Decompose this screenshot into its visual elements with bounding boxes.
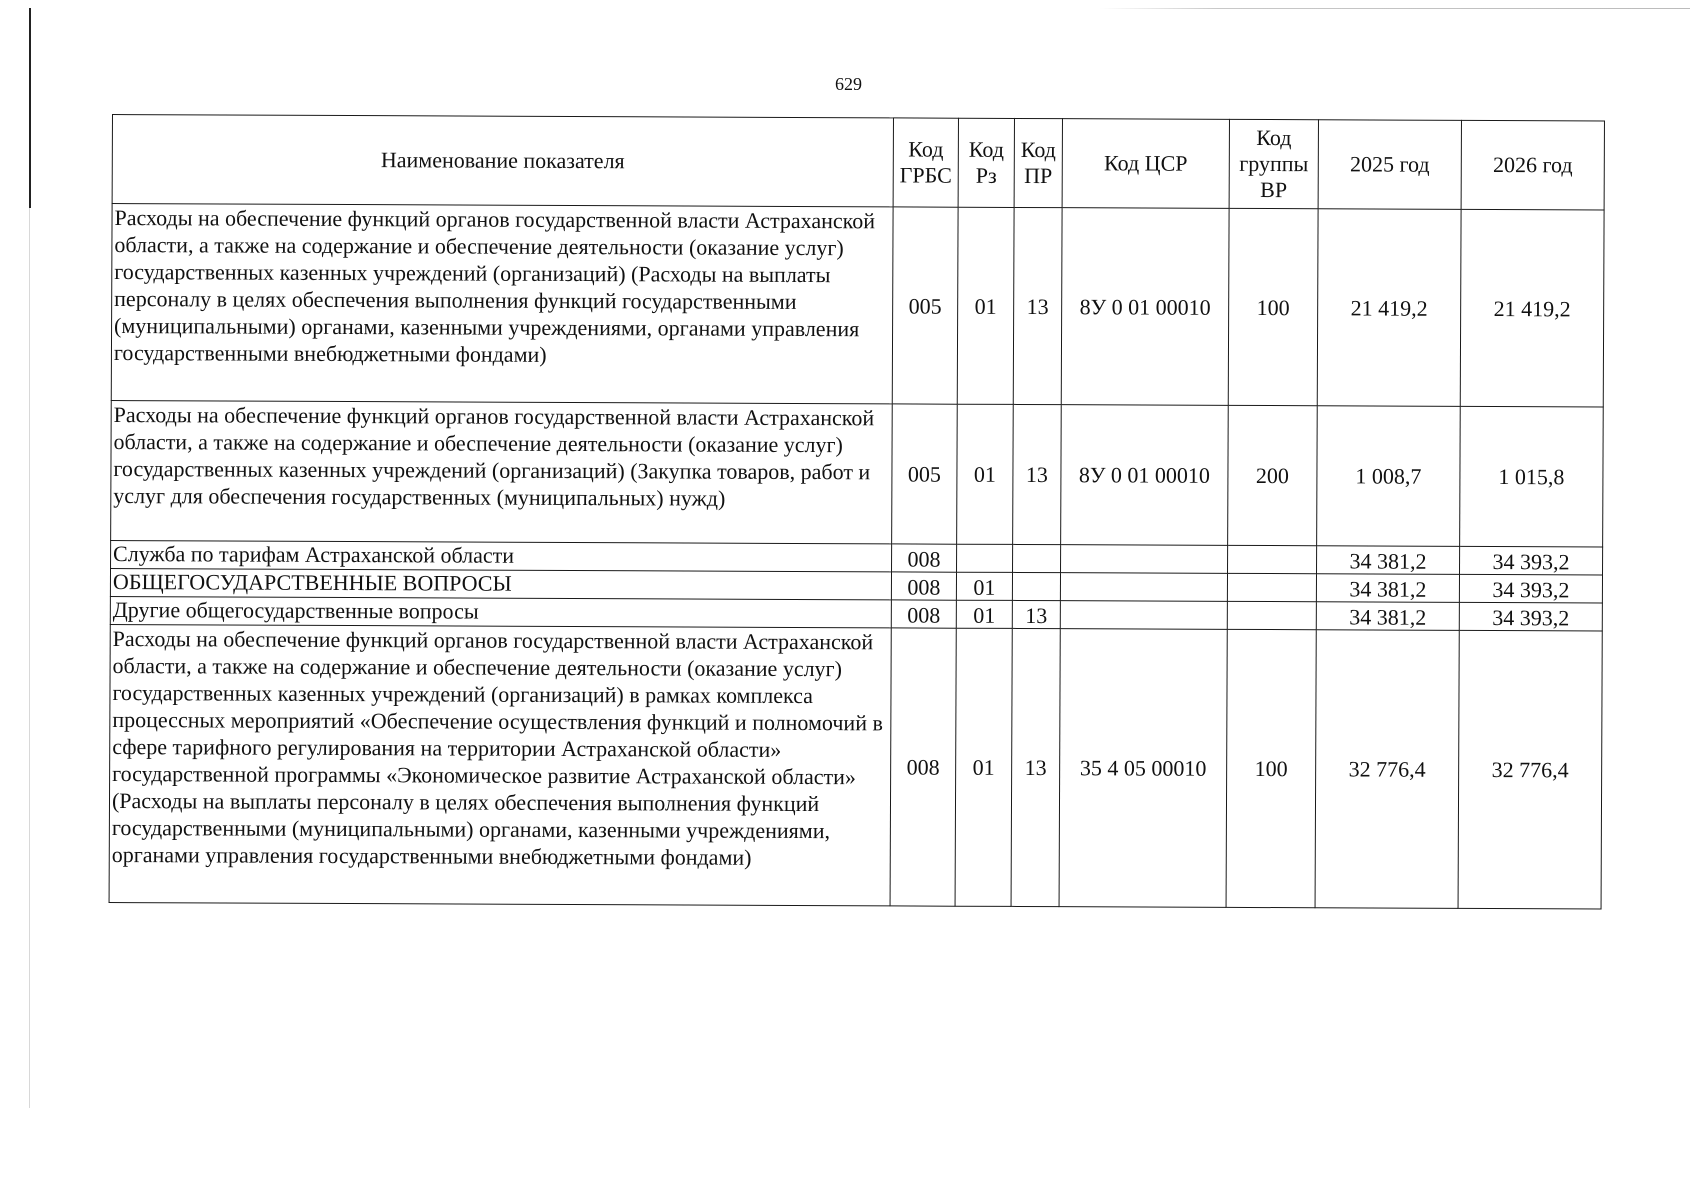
scan-binding-line-faint <box>29 208 30 1108</box>
row-rz <box>957 544 1013 572</box>
row-rz: 01 <box>957 207 1014 404</box>
scan-binding-line <box>29 8 31 208</box>
row-rz: 01 <box>957 404 1014 544</box>
row-csr: 8У 0 01 00010 <box>1061 208 1229 406</box>
row-grbs: 008 <box>891 572 956 600</box>
budget-table <box>109 114 1605 910</box>
page-number: 629 <box>835 74 862 94</box>
row-name: Расходы на обеспечение функций органов государственной власти Астраханской области, а также на содержание и обеспечение деятельности (оказание услуг) государственных казенных учреждений (организаций) (Закупка товаров, работ и услуг для обеспечения государственных (муниципальных) нужд) <box>111 400 893 543</box>
row-csr <box>1060 573 1227 602</box>
row-rz: 01 <box>956 600 1012 628</box>
table-row <box>111 204 1604 408</box>
row-value-2025: 34 381,2 <box>1316 602 1459 631</box>
row-name: Другие общегосударственные вопросы <box>110 596 891 627</box>
header-pr: Код ПР <box>1014 118 1062 207</box>
row-name: Служба по тарифам Астраханской области <box>111 540 892 571</box>
row-value-2025: 1 008,7 <box>1317 406 1461 547</box>
row-pr <box>1013 544 1061 572</box>
row-pr: 13 <box>1013 207 1062 404</box>
row-value-2025: 34 381,2 <box>1317 546 1460 575</box>
row-pr: 13 <box>1011 628 1060 906</box>
row-pr: 13 <box>1012 600 1060 628</box>
row-grbs: 008 <box>891 600 956 628</box>
header-rz: Код Рз <box>958 118 1014 207</box>
header-name: Наименование показателя <box>112 115 893 207</box>
table-header-row <box>112 115 1604 211</box>
header-2026: 2026 год <box>1461 120 1604 210</box>
header-csr: Код ЦСР <box>1062 119 1229 209</box>
row-csr <box>1060 601 1227 630</box>
row-rz: 01 <box>955 628 1012 906</box>
row-name: Расходы на обеспечение функций органов государственной власти Астраханской области, а также на содержание и обеспечение деятельности (оказание услуг) государственных казенных учреждений (организаций) (Расходы на выплаты персоналу в целях обеспечения выполнения функций государственными (муниципальными) органами, казенными учреждениями, органами управления государственными внебюджетными фондами) <box>111 204 893 404</box>
scan-top-edge-line <box>1100 8 1690 9</box>
row-vr: 200 <box>1228 405 1318 545</box>
row-rz: 01 <box>956 572 1012 600</box>
row-grbs: 005 <box>892 404 958 544</box>
row-csr: 35 4 05 00010 <box>1059 629 1227 908</box>
row-vr <box>1227 573 1316 601</box>
row-csr <box>1061 545 1228 574</box>
row-grbs: 005 <box>892 207 958 404</box>
header-2025: 2025 год <box>1318 120 1461 210</box>
row-value-2025: 21 419,2 <box>1317 209 1461 407</box>
header-vr: Код группы ВР <box>1229 119 1318 208</box>
row-value-2025: 34 381,2 <box>1316 574 1459 603</box>
row-vr: 100 <box>1228 208 1318 405</box>
row-value-2026: 21 419,2 <box>1460 209 1604 407</box>
row-value-2026: 32 776,4 <box>1458 630 1602 909</box>
row-vr <box>1228 545 1317 573</box>
row-value-2026: 1 015,8 <box>1460 406 1604 547</box>
row-name: ОБЩЕГОСУДАРСТВЕННЫЕ ВОПРОСЫ <box>110 568 891 599</box>
row-name: Расходы на обеспечение функций органов государственной власти Астраханской области, а также на содержание и обеспечение деятельности (оказание услуг) государственных казенных учреждений (организаций) в рамках комплекса процессных мероприятий «Обеспечение осуществления функций и полномочий в сфере тарифного регулирования на территории Астраханской области» государственной программы «Экономическое развитие Астраханской области» (Расходы на выплаты персоналу в целях обеспечения выполнения функций государственными (муниципальными) органами, казенными учреждениями, органами управления государственными внебюджетными фондами) <box>109 624 891 905</box>
row-value-2026: 34 393,2 <box>1460 546 1603 575</box>
row-pr: 13 <box>1013 404 1062 544</box>
row-csr: 8У 0 01 00010 <box>1061 405 1229 546</box>
row-value-2026: 34 393,2 <box>1459 602 1602 631</box>
row-vr <box>1227 601 1316 629</box>
table-row <box>109 624 1602 909</box>
row-grbs: 008 <box>892 544 957 572</box>
row-grbs: 008 <box>890 628 956 906</box>
table-row <box>111 400 1604 547</box>
header-grbs: Код ГРБС <box>893 118 958 207</box>
row-vr: 100 <box>1226 629 1316 907</box>
row-pr <box>1012 572 1060 600</box>
row-value-2026: 34 393,2 <box>1459 574 1602 603</box>
row-value-2025: 32 776,4 <box>1315 630 1459 909</box>
